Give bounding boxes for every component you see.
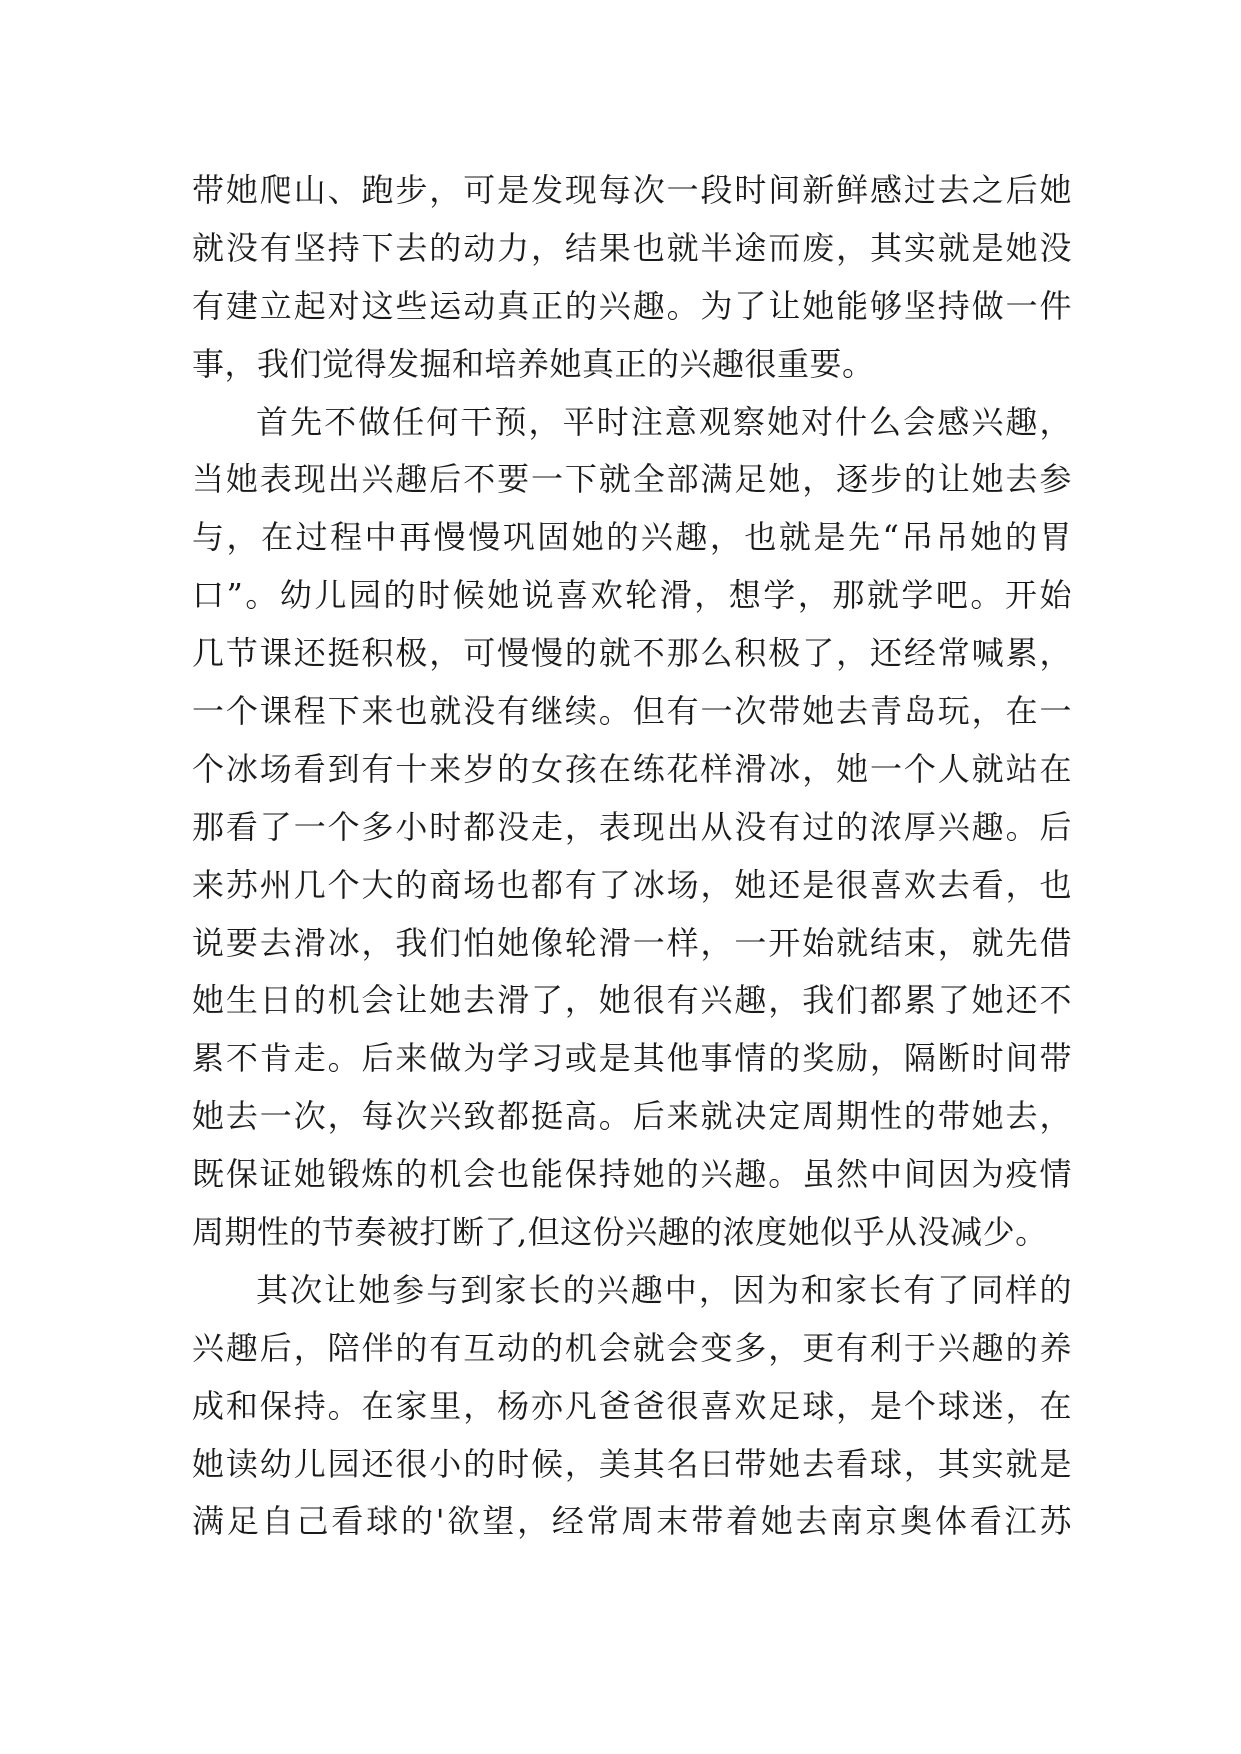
- text-line: 其次让她参与到家长的兴趣中，因为和家长有了同样的: [256, 1270, 1072, 1309]
- text-line: 满足自己看球的'欲望，经常周末带着她去南京奥体看江苏: [192, 1502, 1072, 1541]
- text-line: 首先不做任何干预，平时注意观察她对什么会感兴趣，: [256, 402, 1072, 441]
- text-line: 那看了一个多小时都没走，表现出从没有过的浓厚兴趣。后: [192, 807, 1072, 846]
- text-line: 带她爬山、跑步，可是发现每次一段时间新鲜感过去之后她: [192, 171, 1072, 209]
- text-line: 一个课程下来也就没有继续。但有一次带她去青岛玩，在一: [192, 692, 1072, 731]
- text-line: 累不肯走。后来做为学习或是其他事情的奖励，隔断时间带: [192, 1039, 1072, 1078]
- text-line: 既保证她锻炼的机会也能保持她的兴趣。虽然中间因为疫情: [192, 1155, 1072, 1194]
- body-text: [192, 162, 1072, 1551]
- text-line: 有建立起对这些运动真正的兴趣。为了让她能够坚持做一件: [192, 286, 1072, 325]
- text-line: 来苏州几个大的商场也都有了冰场，她还是很喜欢去看，也: [192, 865, 1072, 904]
- text-line: 她去一次，每次兴致都挺高。后来就决定周期性的带她去，: [192, 1097, 1072, 1136]
- text-line: 兴趣后，陪伴的有互动的机会就会变多，更有利于兴趣的养: [192, 1328, 1072, 1367]
- text-line: 她生日的机会让她去滑了，她很有兴趣，我们都累了她还不: [192, 981, 1072, 1020]
- text-line: 成和保持。在家里，杨亦凡爸爸很喜欢足球，是个球迷，在: [192, 1386, 1072, 1425]
- text-line: 当她表现出兴趣后不要一下就全部满足她，逐步的让她去参: [192, 460, 1072, 499]
- text-line: 几节课还挺积极，可慢慢的就不那么积极了，还经常喊累，: [192, 634, 1072, 673]
- text-line: 说要去滑冰，我们怕她像轮滑一样，一开始就结束，就先借: [192, 923, 1072, 962]
- text-line: 个冰场看到有十来岁的女孩在练花样滑冰，她一个人就站在: [192, 749, 1072, 788]
- text-line: 周期性的节奏被打断了,但这份兴趣的浓度她似乎从没减少。: [192, 1213, 1048, 1252]
- text-line: 口”。幼儿园的时候她说喜欢轮滑，想学，那就学吧。开始: [192, 576, 1072, 615]
- text-line: 就没有坚持下去的动力，结果也就半途而废，其实就是她没: [192, 228, 1072, 267]
- text-line: 事，我们觉得发掘和培养她真正的兴趣很重要。: [192, 344, 875, 383]
- text-line: 与，在过程中再慢慢巩固她的兴趣，也就是先“吊吊她的胃: [192, 518, 1072, 557]
- text-line: 她读幼儿园还很小的时候，美其名曰带她去看球，其实就是: [192, 1444, 1072, 1483]
